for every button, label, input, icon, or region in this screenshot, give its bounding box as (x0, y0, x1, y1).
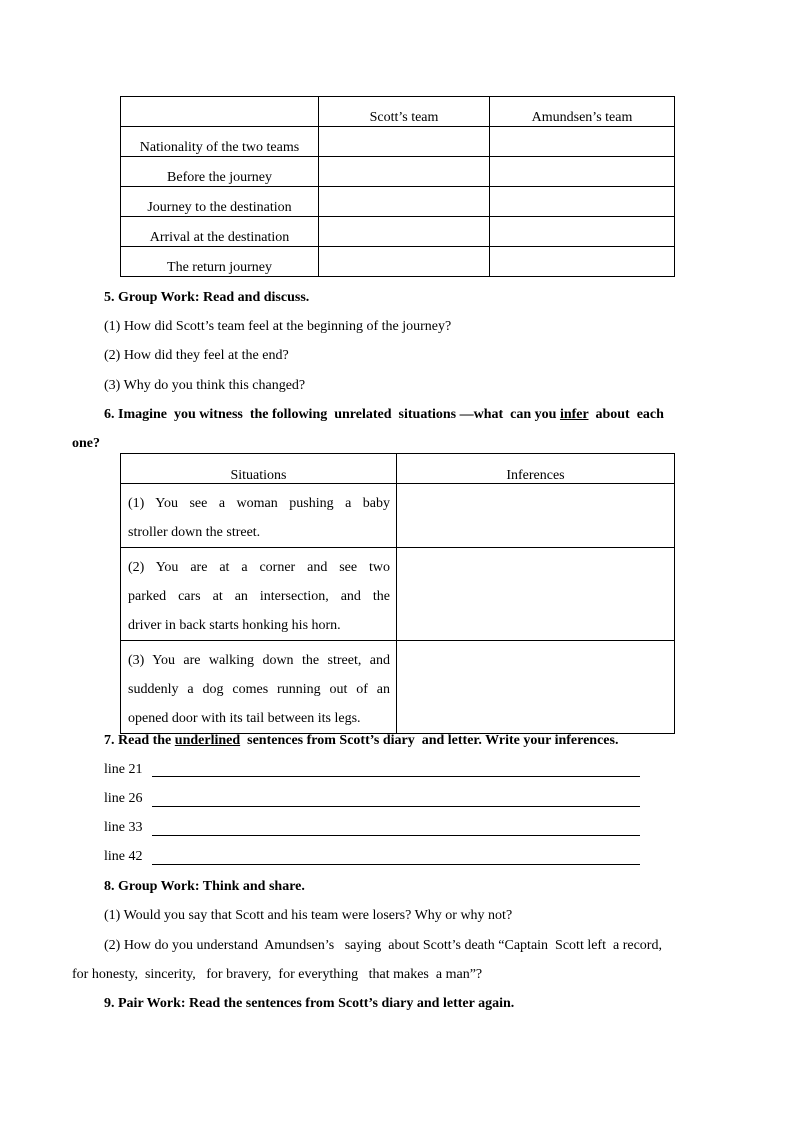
answer-cell[interactable] (319, 127, 490, 157)
table-header-cell: Situations (121, 454, 397, 484)
table-row (121, 187, 675, 217)
table-row (121, 641, 675, 734)
inference-cell[interactable] (397, 548, 675, 641)
answer-cell[interactable] (319, 187, 490, 217)
answer-blank[interactable] (152, 776, 640, 777)
line-label: line 42 (104, 849, 143, 864)
table-header-cell (121, 97, 319, 127)
answer-cell[interactable] (490, 157, 675, 187)
table-header-row (121, 454, 675, 484)
table-header-row (121, 97, 675, 127)
q8-item: (2) How do you understand Amundsen’s saying about Scott’s death “Captain Scott left a record, (104, 938, 662, 953)
row-label: Journey to the destination (121, 187, 319, 217)
table-row (121, 247, 675, 277)
inference-cell[interactable] (397, 484, 675, 548)
table-row (121, 157, 675, 187)
q8-item: (1) Would you say that Scott and his team were losers? Why or why not? (104, 908, 513, 923)
row-label: Nationality of the two teams (121, 127, 319, 157)
situation-cell: (3) You are walking down the street, and suddenly a dog comes running out of an opened door with its tail between its legs. (121, 641, 397, 734)
table-row (121, 484, 675, 548)
table-header-cell: Inferences (397, 454, 675, 484)
answer-cell[interactable] (319, 157, 490, 187)
q5-item: (3) Why do you think this changed? (104, 378, 306, 393)
answer-cell[interactable] (490, 217, 675, 247)
q5-item: (1) How did Scott’s team feel at the beginning of the journey? (104, 319, 452, 334)
table-header-cell: Scott’s team (319, 97, 490, 127)
inference-cell[interactable] (397, 641, 675, 734)
answer-cell[interactable] (490, 187, 675, 217)
table-row (121, 548, 675, 641)
table-header-cell: Amundsen’s team (490, 97, 675, 127)
situation-cell: (1) You see a woman pushing a baby stroller down the street. (121, 484, 397, 548)
answer-blank[interactable] (152, 835, 640, 836)
q6-heading-line2: one? (72, 436, 100, 451)
row-label: The return journey (121, 247, 319, 277)
answer-blank[interactable] (152, 864, 640, 865)
table-row (121, 127, 675, 157)
answer-cell[interactable] (490, 127, 675, 157)
table-row (121, 217, 675, 247)
line-label: line 21 (104, 762, 143, 777)
q7-heading: 7. Read the underlined sentences from Scott’s diary and letter. Write your inferences. (104, 733, 619, 748)
answer-cell[interactable] (319, 217, 490, 247)
situations-table (120, 453, 675, 734)
row-label: Before the journey (121, 157, 319, 187)
q8-heading: 8. Group Work: Think and share. (104, 879, 305, 894)
row-label: Arrival at the destination (121, 217, 319, 247)
situation-cell: (2) You are at a corner and see two parked cars at an intersection, and the driver in back starts honking his horn. (121, 548, 397, 641)
answer-cell[interactable] (490, 247, 675, 277)
q9-heading: 9. Pair Work: Read the sentences from Scott’s diary and letter again. (104, 996, 515, 1011)
q5-item: (2) How did they feel at the end? (104, 348, 289, 363)
underlined-word: underlined (174, 733, 241, 748)
comparison-table (120, 96, 675, 277)
line-label: line 33 (104, 820, 143, 835)
answer-blank[interactable] (152, 806, 640, 807)
answer-cell[interactable] (319, 247, 490, 277)
q5-heading: 5. Group Work: Read and discuss. (104, 290, 310, 305)
q6-heading: 6. Imagine you witness the following unrelated situations —what can you infer about each (104, 407, 664, 422)
q8-item-continued: for honesty, sincerity, for bravery, for everything that makes a man”? (72, 967, 483, 982)
line-label: line 26 (104, 791, 143, 806)
infer-underlined: infer (559, 407, 589, 422)
